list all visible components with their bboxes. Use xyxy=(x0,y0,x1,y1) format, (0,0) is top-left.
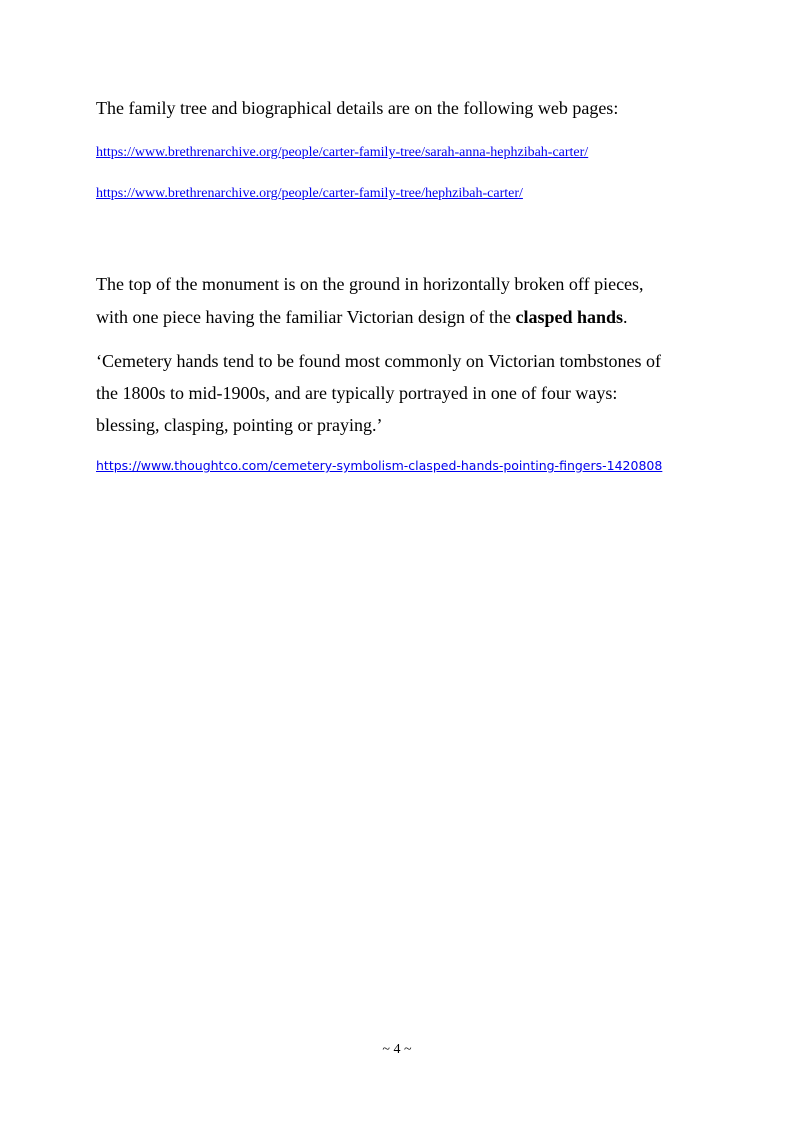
quote-paragraph xyxy=(96,345,716,441)
family-tree-link-hephzibah[interactable]: https://www.brethrenarchive.org/people/carter-family-tree/hephzibah-carter/ xyxy=(96,186,523,201)
monument-line-2 xyxy=(96,301,716,334)
intro-paragraph: The family tree and biographical details are on the following web pages: xyxy=(96,98,619,118)
monument-line-2-text: with one piece having the familiar Victorian design of the xyxy=(96,307,516,327)
quote-line-3: blessing, clasping, pointing or praying.’ xyxy=(96,415,383,435)
quote-line-1: ‘Cemetery hands tend to be found most commonly on Victorian tombstones of xyxy=(96,351,661,371)
monument-line-2-end: . xyxy=(623,307,628,327)
monument-paragraph xyxy=(96,268,716,334)
clasped-hands-emphasis: clasped hands xyxy=(515,307,624,327)
family-tree-link-sarah-anna-hephzibah[interactable]: https://www.brethrenarchive.org/people/carter-family-tree/sarah-anna-hephzibah-carter/ xyxy=(96,145,589,160)
page-number-footer: ~ 4 ~ xyxy=(382,1042,412,1057)
monument-line-1: The top of the monument is on the ground in horizontally broken off pieces, xyxy=(96,274,644,294)
quote-line-2: the 1800s to mid-1900s, and are typically portrayed in one of four ways: xyxy=(96,383,618,403)
thoughtco-source-link[interactable]: https://www.thoughtco.com/cemetery-symbolism-clasped-hands-pointing-fingers-1420808 xyxy=(96,458,663,473)
